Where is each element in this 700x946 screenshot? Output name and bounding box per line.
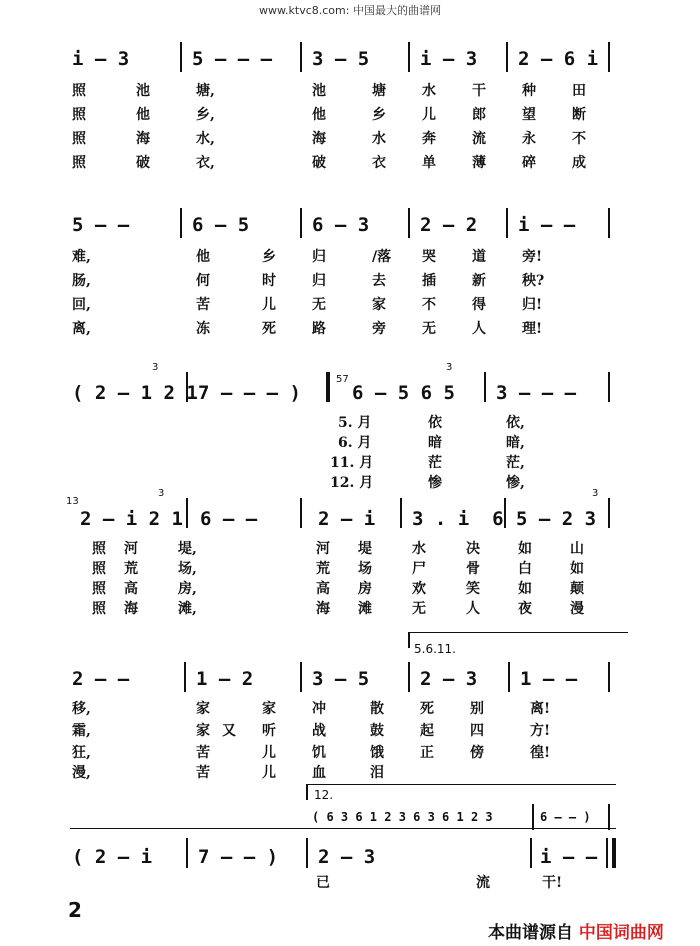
lyric: 破 <box>136 155 150 171</box>
triplet-mark: 3 <box>152 362 159 373</box>
lyric: 他 <box>312 107 326 123</box>
lyric: 正 <box>420 745 434 761</box>
lyric: 田 <box>572 83 586 99</box>
lyric: 茫, <box>506 455 525 471</box>
barline <box>300 208 302 238</box>
lyric: 肠, <box>72 273 91 289</box>
lyric: 照 <box>92 561 106 577</box>
lyric: 饥 <box>312 745 326 761</box>
measure-notes: 2 — 3 <box>420 668 478 690</box>
lyric: 河 <box>124 541 138 557</box>
measure-notes: 6 — 5 <box>192 214 250 236</box>
lyric: 儿 <box>262 765 276 781</box>
lyric: 死 <box>262 321 276 337</box>
barline <box>506 208 508 238</box>
lyric: 四 <box>470 723 484 739</box>
staff-line <box>70 828 616 829</box>
lyric: 移, <box>72 701 91 717</box>
barline <box>186 838 188 868</box>
lyric: 郎 <box>472 107 486 123</box>
ossia-notes: 6 — — ) <box>540 810 591 824</box>
verse-1 <box>0 412 700 434</box>
verse-3 <box>0 128 700 150</box>
lyric: 照 <box>92 541 106 557</box>
lyric: 理! <box>522 321 543 337</box>
lyric: 离! <box>530 701 551 717</box>
volta-label: 5.6.11. <box>414 642 456 656</box>
lyric: 战 <box>312 723 326 739</box>
triplet-mark: 3 <box>446 362 453 373</box>
barline <box>608 42 610 72</box>
lyric: 儿 <box>262 745 276 761</box>
barline <box>608 208 610 238</box>
verse-1 <box>0 872 700 894</box>
lyric: 儿 <box>262 297 276 313</box>
measure-notes: 3 — — — <box>496 382 577 404</box>
footer-prefix: 本曲谱源自 <box>488 923 573 943</box>
lyric: 衣, <box>196 155 215 171</box>
measure-notes: ( 2 — i <box>72 846 153 868</box>
volta-line <box>408 632 628 633</box>
lyric: 已 <box>316 875 330 891</box>
lyric: 12. 月 <box>330 475 374 491</box>
lyric: 依 <box>428 415 442 431</box>
lyric: 儿 <box>422 107 436 123</box>
verse-1 <box>0 538 700 560</box>
score-system-2 <box>0 204 700 354</box>
notes-row <box>0 658 700 692</box>
verse-2 <box>0 270 700 292</box>
verse-4 <box>0 318 700 340</box>
measure-notes: ( 2 — 1 2 1 <box>72 382 198 404</box>
verse-4 <box>0 762 700 784</box>
lyric: 水, <box>196 131 215 147</box>
lyric: 霜, <box>72 723 91 739</box>
measure-notes: i — — <box>518 214 576 236</box>
lyric: 河 <box>316 541 330 557</box>
lyric: 池 <box>312 83 326 99</box>
lyric: 照 <box>92 581 106 597</box>
barline <box>608 372 610 402</box>
lyric: 散 <box>370 701 384 717</box>
lyric: 茫 <box>428 455 442 471</box>
lyric: 何 <box>196 273 210 289</box>
lyric: 不 <box>572 131 586 147</box>
measure-notes: 1 — — <box>520 668 578 690</box>
lyric: 流 <box>472 131 486 147</box>
barline <box>606 838 608 868</box>
notes-row <box>0 488 700 530</box>
lyric: 场, <box>178 561 197 577</box>
lyric: 照 <box>72 107 86 123</box>
lyric: 滩, <box>178 601 197 617</box>
footer-site-link[interactable]: 中国词曲网 <box>578 923 664 943</box>
barline <box>504 498 506 528</box>
barline <box>608 498 610 528</box>
lyric: 难, <box>72 249 91 265</box>
lyric: 别 <box>470 701 484 717</box>
lyric: 笑 <box>466 581 480 597</box>
verse-2 <box>0 558 700 580</box>
lyric: 欢 <box>412 581 426 597</box>
measure-notes: 7 — — — ) <box>198 382 301 404</box>
measure-notes: i — 3 <box>420 48 478 70</box>
lyric: 归 <box>312 249 326 265</box>
lyric: 方! <box>530 723 551 739</box>
score-system-5 <box>0 630 700 780</box>
measure-notes: 5 — — <box>72 214 130 236</box>
lyric: 人 <box>466 601 480 617</box>
lyric: 傍 <box>470 745 484 761</box>
lyric: 塘 <box>372 83 386 99</box>
lyric: 泪 <box>370 765 384 781</box>
lyric: 去 <box>372 273 386 289</box>
lyric: 无 <box>412 601 426 617</box>
lyric: 依, <box>506 415 525 431</box>
lyric: 尸 <box>412 561 426 577</box>
lyric: 如 <box>518 581 532 597</box>
lyric: 场 <box>358 561 372 577</box>
lyric: 堤 <box>358 541 372 557</box>
measure-notes: 3 — 5 <box>312 48 370 70</box>
lyric: 冻 <box>196 321 210 337</box>
lyric: 路 <box>312 321 326 337</box>
lyric: 水 <box>372 131 386 147</box>
verse-2 <box>0 720 700 742</box>
lyric: 他 <box>136 107 150 123</box>
lyric: 时 <box>262 273 276 289</box>
lyric: 饿 <box>370 745 384 761</box>
key-mark: 13 <box>66 496 79 507</box>
notes-row <box>0 204 700 238</box>
barline <box>400 498 402 528</box>
measure-notes: 2 — i <box>318 508 376 530</box>
barline <box>508 662 510 692</box>
lyric: 死 <box>420 701 434 717</box>
lyric: 种 <box>522 83 536 99</box>
lyric: 干 <box>472 83 486 99</box>
lyric: 5. 月 <box>338 415 372 431</box>
lyric: 乡 <box>262 249 276 265</box>
lyric: 又 <box>222 723 236 739</box>
lyric: 断 <box>572 107 586 123</box>
lyric: 家 <box>196 701 210 717</box>
lyric: 哭 <box>422 249 436 265</box>
barline <box>300 498 302 528</box>
volta-bracket <box>408 632 410 648</box>
lyric: 道 <box>472 249 486 265</box>
barline <box>532 804 534 830</box>
lyric: 苦 <box>196 765 210 781</box>
measure-notes: 6 — — <box>200 508 258 530</box>
lyric: 望 <box>522 107 536 123</box>
barline <box>186 498 188 528</box>
lyric: 单 <box>422 155 436 171</box>
lyric: 家 <box>372 297 386 313</box>
lyric: 听 <box>262 723 276 739</box>
lyric: 颠 <box>570 581 584 597</box>
volta-line <box>306 784 616 785</box>
barline <box>180 42 182 72</box>
verse-1 <box>0 246 700 268</box>
lyric: 起 <box>420 723 434 739</box>
ossia-notes: ( 6 3 6 1 2 3 6 3 6 1 2 3 <box>312 810 493 824</box>
measure-notes: 2 — — <box>72 668 130 690</box>
lyric: 决 <box>466 541 480 557</box>
lyric: /落 <box>372 249 392 265</box>
barline <box>608 662 610 692</box>
barline <box>408 42 410 72</box>
measure-notes: 3 — 5 <box>312 668 370 690</box>
lyric: 他 <box>196 249 210 265</box>
verse-1 <box>0 80 700 102</box>
lyric: 奔 <box>422 131 436 147</box>
barline <box>326 372 330 402</box>
page-number: 2 <box>68 898 82 922</box>
lyric: 房 <box>358 581 372 597</box>
lyric: 白 <box>518 561 532 577</box>
measure-notes: 2 — 6 i <box>518 48 599 70</box>
verse-4 <box>0 152 700 174</box>
verse-1 <box>0 698 700 720</box>
lyric: 家 <box>196 723 210 739</box>
lyric: 不 <box>422 297 436 313</box>
lyric: 照 <box>72 131 86 147</box>
lyric: 薄 <box>472 155 486 171</box>
lyric: 高 <box>124 581 138 597</box>
page-header: www.ktvc8.com: 中国最大的曲谱网 <box>259 4 441 17</box>
lyric: 归! <box>522 297 543 313</box>
verse-3 <box>0 452 700 474</box>
measure-notes: 7 — — ) <box>198 846 279 868</box>
lyric: 堤, <box>178 541 197 557</box>
lyric: 家 <box>262 701 276 717</box>
verse-3 <box>0 742 700 764</box>
lyric: 得 <box>472 297 486 313</box>
lyric: 海 <box>312 131 326 147</box>
lyric: 狂, <box>72 745 91 761</box>
lyric: 插 <box>422 273 436 289</box>
measure-notes: 6 — 3 <box>312 214 370 236</box>
barline <box>408 662 410 692</box>
lyric: 塘, <box>196 83 215 99</box>
barline <box>306 838 308 868</box>
notes-row <box>0 834 700 868</box>
lyric: 照 <box>72 155 86 171</box>
lyric: 漫 <box>570 601 584 617</box>
lyric: 破 <box>312 155 326 171</box>
lyric: 惨 <box>428 475 442 491</box>
lyric: 水 <box>422 83 436 99</box>
lyric: 夜 <box>518 601 532 617</box>
verse-4 <box>0 598 700 620</box>
lyric: 回, <box>72 297 91 313</box>
barline <box>300 662 302 692</box>
lyric: 6. 月 <box>338 435 372 451</box>
measure-notes: i — 3 <box>72 48 130 70</box>
measure-notes: 5 — 2 3 <box>516 508 597 530</box>
lyric: 人 <box>472 321 486 337</box>
lyric: 冲 <box>312 701 326 717</box>
lyric: 暗 <box>428 435 442 451</box>
lyric: 衣 <box>372 155 386 171</box>
triplet-mark: 3 <box>158 488 165 499</box>
triplet-mark: 3 <box>592 488 599 499</box>
lyric: 苦 <box>196 745 210 761</box>
measure-notes: 1 — 2 <box>196 668 254 690</box>
verse-3 <box>0 578 700 600</box>
verse-3 <box>0 294 700 316</box>
lyric: 海 <box>124 601 138 617</box>
lyric: 干! <box>542 875 563 891</box>
key-mark: 57 <box>336 374 349 385</box>
lyric: 血 <box>312 765 326 781</box>
lyric: 乡 <box>372 107 386 123</box>
measure-notes: 3 . i 6 <box>412 508 504 530</box>
lyric: 滩 <box>358 601 372 617</box>
measure-notes: i — — <box>540 846 598 868</box>
lyric: 流 <box>476 875 490 891</box>
notes-row <box>0 38 700 72</box>
lyric: 荒 <box>124 561 138 577</box>
verse-2 <box>0 432 700 454</box>
barline <box>300 42 302 72</box>
lyric: 新 <box>472 273 486 289</box>
lyric: 如 <box>518 541 532 557</box>
lyric: 旁 <box>372 321 386 337</box>
volta-bracket <box>306 784 308 800</box>
score-system-4 <box>0 488 700 624</box>
lyric: 池 <box>136 83 150 99</box>
lyric: 无 <box>312 297 326 313</box>
score-system-6 <box>0 784 700 894</box>
lyric: 照 <box>92 601 106 617</box>
lyric: 高 <box>316 581 330 597</box>
lyric: 徨! <box>530 745 551 761</box>
lyric: 暗, <box>506 435 525 451</box>
barline <box>484 372 486 402</box>
measure-notes: 5 — — — <box>192 48 273 70</box>
lyric: 漫, <box>72 765 91 781</box>
measure-notes: 2 — 3 <box>318 846 376 868</box>
lyric: 无 <box>422 321 436 337</box>
lyric: 荒 <box>316 561 330 577</box>
barline <box>608 804 610 830</box>
lyric: 秧? <box>522 273 545 289</box>
barline <box>180 208 182 238</box>
lyric: 成 <box>572 155 586 171</box>
lyric: 乡, <box>196 107 215 123</box>
measure-notes: 2 — 2 <box>420 214 478 236</box>
lyric: 惨, <box>506 475 525 491</box>
measure-notes: 2 — i 2 1 <box>80 508 183 530</box>
barline <box>506 42 508 72</box>
lyric: 旁! <box>522 249 543 265</box>
measure-notes: 6 — 5 6 5 <box>352 382 455 404</box>
lyric: 海 <box>136 131 150 147</box>
lyric: 山 <box>570 541 584 557</box>
score-system-3 <box>0 362 700 498</box>
verse-2 <box>0 104 700 126</box>
lyric: 照 <box>72 83 86 99</box>
notes-row <box>0 362 700 404</box>
volta-label: 12. <box>314 788 334 802</box>
lyric: 如 <box>570 561 584 577</box>
barline <box>408 208 410 238</box>
lyric: 水 <box>412 541 426 557</box>
lyric: 苦 <box>196 297 210 313</box>
lyric: 碎 <box>522 155 536 171</box>
barline <box>530 838 532 868</box>
lyric: 骨 <box>466 561 480 577</box>
lyric: 11. 月 <box>330 455 374 471</box>
lyric: 离, <box>72 321 91 337</box>
barline <box>184 662 186 692</box>
lyric: 房, <box>178 581 197 597</box>
lyric: 归 <box>312 273 326 289</box>
final-barline <box>612 838 616 868</box>
lyric: 鼓 <box>370 723 384 739</box>
lyric: 永 <box>522 131 536 147</box>
score-system-1 <box>0 38 700 188</box>
lyric: 海 <box>316 601 330 617</box>
source-footer <box>488 918 664 943</box>
